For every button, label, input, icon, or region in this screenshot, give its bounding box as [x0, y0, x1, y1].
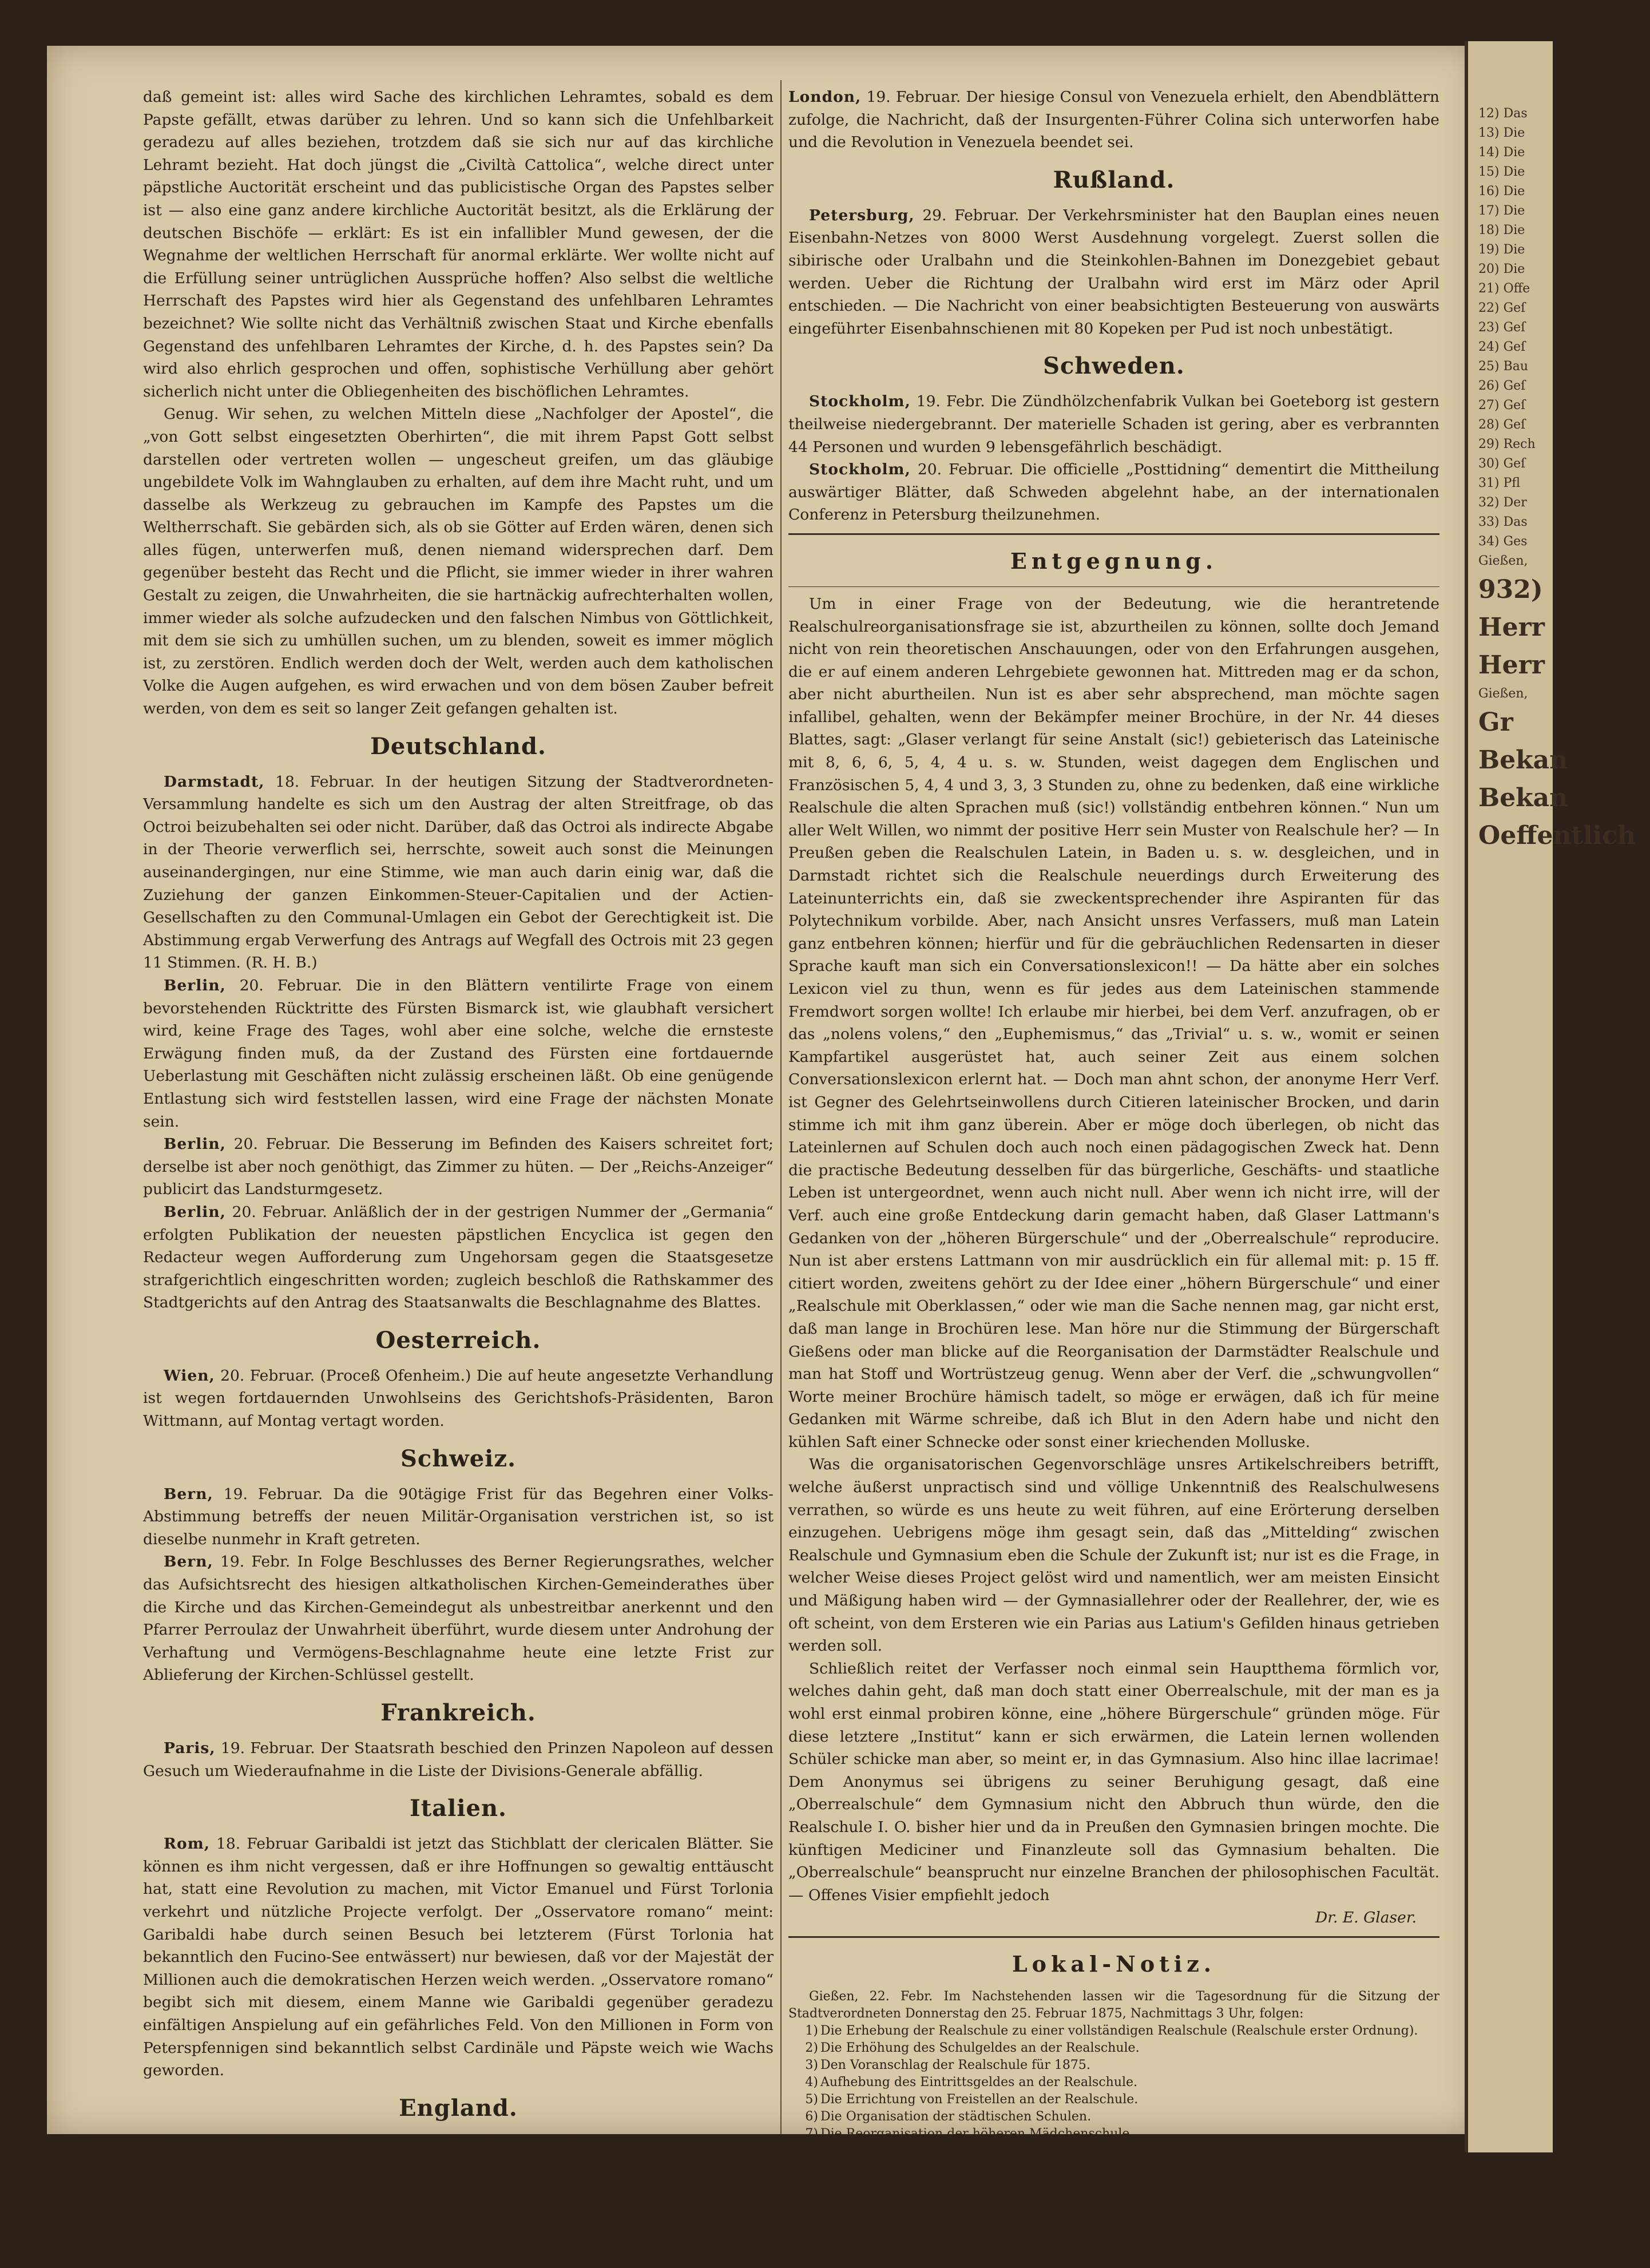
adjacent-page-text — [1478, 104, 1650, 855]
agenda-number: 9) — [805, 2160, 818, 2175]
sliver-fragment: 13) Die — [1478, 126, 1525, 140]
entgegnung-paragraph: Was die organisatorischen Gegenvorschläge unsres Artikelschreibers betrifft, welche äußerst unpractisch sind und völlige Unkenntniß des Realschulwesens verrathen, so würde es uns heute zu weit führen, auf eine Erörterung derselben einzugehen. Uebrigens möge ihm gesagt sein, daß das „Mittelding“ zwischen Realschule und Gymnasium eben die Schule der Zukunft ist; nur ist es die Frage, in welcher Weise dieses Project gelöst wird und namentlich, wer am meisten Einsicht und Mäßigung haben wird — der Gymnasiallehrer oder der Reallehrer, der, wie es oft scheint, von dem Ersteren wie ein Parias aus Latium's Gefilden hinaus getrieben werden soll. — [788, 1456, 1439, 1655]
sliver-fragment: 15) Die — [1478, 165, 1525, 179]
news-text: 20. Februar. Die officielle „Posttidning“ dementirt die Mittheilung auswärtiger Blätter, daß Schweden abgelehnt habe, an der internationalen Conferenz in Petersburg theilzunehmen. — [788, 461, 1439, 524]
news-text: 18. Februar. In der heutigen Sitzung der Stadtverordneten-Versammlung handelte es sich um den Austrag der alten Streitfrage, ob das Octroi beizubehalten sei oder nicht. Darüber, daß das Octroi als indirecte Abgabe in der Theorie verwerflich sei, herrschte, soweit auch sonst die Meinungen auseinandergingen, nur eine Stimme, wie man auch darin einig war, daß die Zuziehung der ganzen Einkommen-Steuer-Capitalien und der Actien-Gesellschaften zu den Communal-Umlagen ein Gebot der Gerechtigkeit ist. Die Abstimmung ergab Verwerfung des Antrags auf Wegfall des Octrois mit 23 gegen 11 Stimmen. (R. H. B.) — [143, 772, 774, 972]
section-heading: Schweiz. — [400, 1445, 517, 1472]
agenda-text: Die Errichtung von Freistellen an der Realschule. — [820, 2092, 1139, 2107]
agenda-item — [788, 2126, 1439, 2143]
sliver-fragment: 18) Die — [1478, 223, 1525, 237]
news-text: 19. Febr. In Folge Beschlusses des Berner Regierungsrathes, welcher das Aufsichtsrecht des hiesigen altkatholischen Kirchen-Gemeinderathes über die Kirche und das Kirchen-Gemeindegut als unbestreitbar anerkennt und den Pfarrer Perroulaz der Unwahrheit überführt, wurde diesem unter Androhung der Verhaftung und Vermögens-Beschlagnahme heute eine letzte Frist zur Ablieferung der Kirchen-Schlüssel gestellt. — [143, 1553, 774, 1684]
dateline: Paris, — [164, 1739, 216, 1757]
sliver-fragment: 25) Bau — [1478, 359, 1529, 374]
agenda-number: 10) — [797, 2178, 818, 2192]
agenda-item — [788, 2040, 1439, 2057]
agenda-number: 4) — [805, 2075, 818, 2089]
section-heading: Schweden. — [1043, 352, 1185, 380]
news-item — [143, 1201, 774, 1314]
sliver-fragment: Bekan — [1478, 783, 1568, 812]
dateline: London, — [788, 88, 862, 106]
dateline: London, — [164, 2134, 237, 2152]
sliver-fragment: 33) Das — [1478, 515, 1528, 529]
sliver-fragment: 31) Pfl — [1478, 476, 1521, 490]
sliver-fragment: 17) Die — [1478, 204, 1525, 218]
sliver-fragment: 932) — [1478, 575, 1543, 604]
column-divider — [780, 80, 782, 2134]
agenda-text: Die Umrechnung des Octroitarifs. — [820, 2195, 1038, 2210]
sliver-fragment: 14) Die — [1478, 145, 1525, 160]
dateline: Berlin, — [164, 976, 226, 994]
news-item — [143, 1483, 774, 1551]
entgegnung-paragraph: Um in einer Frage von der Bedeutung, wie die herantretende Realschulreorganisationsfrage sie ist, abzurtheilen zu können, sollte doch Jemand nicht von rein theoretischen Anschauungen, oder von den Erfahrungen ausgehen, die er auf einem anderen Lehrgebiete gewonnen hat. Mittreden mag er da schon, aber nicht aburtheilen. Nun ist es aber sehr absprechend, man möchte sagen infallibel, gehalten, wenn der Bekämpfer meiner Brochüre, in der Nr. 44 dieses Blattes, sagt: „Glaser verlangt für seine Anstalt (sic!) gebieterisch das Lateinische mit 8, 6, 6, 5, 4, 4 u. s. w. Stunden, weist dagegen dem Englischen und Französischen 5, 4, 4 und 3, 3, 3 Stunden zu, ohne zu bedenken, daß eine wirkliche Realschule die alten Sprachen muß (sic!) vollständig entbehren können.“ Nun um aller Welt Willen, wo nimmt der positive Herr sein Muster von Realschule her? — In Preußen geben die Realschulen Latein, in Baden u. s. w. desgleichen, und in Darmstadt richtet sich die Realschule neuerdings durch Erweiterung des Lateinunterrichts ein, daß sie zweckentsprechender ihre Aspiranten für das Polytechnikum vorbilde. Aber, nach Ansicht unsres Verfassers, muß man Latein ganz entbehren können; hierfür und für die gebräuchlichen Redensarten in dieser Sprache kauft man sich ein Conversationslexicon!! — Da hätte aber ein solches Lexicon viel zu thun, wenn es für jedes aus dem Lateinischen stammende Fremdwort sorgen wollte! Ich erlaube mir hierbei, bei dem Verf. anzufragen, ob er das „nolens volens,“ den „Euphemismus,“ das „Trivial“ u. s. w., womit er seinen Kampfartikel ausgerüstet hat, auch seiner Zeit aus einem solchen Conversationslexicon erlernt hat. — Doch man ahnt schon, der anonyme Herr Verf. ist Gegner des Gelehrtseinwollens durch Citieren lateinischer Brocken, und darin stimme ich mit ihm ganz überein. Aber er möge doch überlegen, ob nicht das Lateinlernen auf Schulen doch auch noch einen pädagogischen Zweck hat. Denn die practische Bedeutung desselben für das bürgerliche, Geschäfts- und staatliche Leben ist untergeordnet, wenn auch nicht null. Aber wenn ich nicht irre, will der Verf. auch eine große Entdeckung darin gemacht haben, daß Glaser Lattmann's Gedanken von der „höheren Bürgerschule“ und der „Oberrealschule“ reproducire. Nun ist aber erstens Lattmann von mir ausdrücklich ein für allemal mit: p. 15 ff. citiert worden, zweitens gehört zu der Idee einer „höhern Bürgerschule“ und einer „Realschule mit Oberklassen,“ oder wie man die Sache nennen mag, gar nicht erst, daß man lange in Brochüren lese. Man höre nur die Stimmung der Bürgerschaft Gießens oder man blicke auf die Reorganisation der Darmstädter Realschule und man hat Stoff und Wortrüstzeug genug. Wenn aber der Verf. die „schwungvollen“ Worte meiner Brochüre hämisch tadelt, so möge er erwägen, daß ich für meine Gedanken mit Wärme schreibe, daß ich Blut in den Adern habe und nicht den kühlen Saft einer Schnecke oder sonst einer kriechenden Molluske. — [788, 594, 1439, 1451]
entgegnung-heading: Entgegnung. — [1010, 548, 1218, 574]
sliver-fragment: Gr — [1478, 708, 1513, 737]
dateline: Berlin, — [164, 1135, 226, 1153]
dateline: Bern, — [164, 1485, 213, 1503]
agenda-number: 2) — [805, 2040, 818, 2055]
sliver-fragment: 28) Geſ — [1478, 418, 1526, 432]
left-news-sections — [143, 728, 774, 2268]
agenda-item — [788, 2074, 1439, 2091]
dateline: Stockholm, — [809, 392, 911, 411]
sliver-fragment: 23) Geſ — [1478, 320, 1526, 335]
news-item — [143, 1833, 774, 2082]
agenda-number: 8) — [805, 2143, 818, 2158]
news-item — [788, 390, 1439, 458]
news-text: 20. Februar. Der englisch-schweizerische Auslieferungs-Vertrag ist heute amtlich bekannt gemacht. Derselbe tritt am 1. März in Kraft. — In Stroud ist der Candidat der Liberalen, Marling, zum Parlamentsmitglied gewählt worden. — Nachrichten aus Aden zufolge ist der ägyptische Unterhändler zur Regelung der Differenzen mit Berbera zurückgekehrt. In Berbera wird der Handel wieder eröffnet. — [143, 2134, 774, 2266]
news-text: 20. Februar. Die Besserung im Befinden des Kaisers schreitet fort; derselbe ist aber noch genöthigt, das Zimmer zu hüten. — Der „Reichs-Anzeiger“ publicirt das Landsturmgesetz. — [143, 1135, 774, 1199]
sliver-fragment: Herr — [1478, 651, 1545, 680]
agenda-number: 1) — [805, 2023, 818, 2038]
lokal-intro: Gießen, 22. Febr. Im Nachstehenden lassen wir die Tagesordnung für die Sitzung der Stadtverordneten Donnerstag den 25. Februar 1875, Nachmittags 3 Uhr, folgen: — [788, 1989, 1439, 2021]
adjacent-page-sliver — [1465, 41, 1636, 2152]
agenda-text: Die Erhebung der Realschule zu einer vollständigen Realschule (Realschule erster Ordnung). — [820, 2023, 1418, 2038]
section-rule — [788, 1936, 1439, 1938]
news-text: 29. Februar. Der Verkehrsminister hat den Bauplan eines neuen Eisenbahn-Netzes von 8000 Werst Ausdehnung vorgelegt. Zuerst sollen die sibirische oder Uralbahn und die Steinkohlen-Bahnen im Donezgebiet gebaut werden. Ueber die Richtung der Uralbahn wird erst im März oder April entschieden. — Die Nachricht von einer beabsichtigten Besteuerung von auswärts eingeführter Eisenbahnschienen mit 80 Kopeken per Pud ist noch unbestätigt. — [788, 206, 1439, 338]
agenda-text: Aufhebung des Eintrittsgeldes an der Realschule. — [820, 2075, 1138, 2089]
agenda-item — [788, 2160, 1439, 2177]
news-text: 19. Februar. Der hiesige Consul von Venezuela erhielt, den Abendblättern zufolge, die Nachricht, daß der Insurgenten-Führer Colina sich unterworfen habe und die Revolution in Venezuela beendet sei. — [788, 88, 1439, 152]
news-item — [788, 204, 1439, 340]
agenda-item — [788, 2023, 1439, 2040]
news-text: 19. Febr. Die Zündhölzchenfabrik Vulkan bei Goeteborg ist gestern theilweise niedergebrannt. Der materielle Schaden ist gering, aber es verbrannten 44 Personen und wurden 9 lebensgefährlich beschädigt. — [788, 392, 1439, 456]
sliver-fragment: 16) Die — [1478, 184, 1525, 199]
sliver-fragment: 19) Die — [1478, 243, 1525, 257]
sliver-fragment: Bekan — [1478, 746, 1568, 775]
agenda-item — [788, 2194, 1439, 2211]
dateline: Petersburg, — [809, 206, 915, 224]
agenda-item — [788, 2177, 1439, 2194]
right-news-sections — [788, 162, 1439, 526]
dateline: Berlin, — [164, 1203, 226, 1221]
sliver-fragment: 27) Geſ — [1478, 398, 1526, 413]
sliver-fragment: 26) Geſ — [1478, 379, 1526, 393]
agenda-text: Die Errichtung einer katholischen Schule zu Gießen, hier die Regulirung des Lehrergehalts. — [820, 2178, 1410, 2192]
sliver-fragment: 12) Das — [1478, 106, 1528, 121]
left-column — [143, 86, 774, 2268]
dateline: Bern, — [164, 1553, 213, 1571]
section-rule — [788, 533, 1439, 535]
dateline: Stockholm, — [809, 461, 911, 479]
dateline: Darmstadt, — [164, 772, 265, 791]
news-text: 20. Februar. Die in den Blättern ventilirte Frage von einem bevorstehenden Rücktritte des Fürsten Bismarck ist, wie glaubhaft versichert wird, keine Frage des Tages, wohl aber eine solche, welche die ernsteste Erwägung finden muß, da der Zustand des Fürsten eine fortdauernde Ueberlastung mit Geschäften nicht zulässig erscheinen läßt. Ob eine genügende Entlastung sich wird feststellen lassen, wird eine Frage der nächsten Monate sein. — [143, 976, 774, 1131]
news-item — [143, 1737, 774, 1782]
article-paragraph: Genug. Wir sehen, zu welchen Mitteln diese „Nachfolger der Apostel“, die „von Gott selbst eingesetzten Oberhirten“, die mit ihrem Papst Gott selbst darstellen oder vertreten wollen — ungescheut greifen, um das gläubige ungebildete Volk im Wahnglauben zu erhalten, auf dem ihre Macht ruht, und um dasselbe als Werkzeug zu gebrauchen im Kampfe des Papstes um die Weltherrschaft. Sie gebärden sich, als ob sie Götter auf Erden wären, denen sich alles fügen, unterwerfen muß, denen niemand widersprechen darf. Dem gegenüber besteht das Recht und die Pflicht, sie immer wieder in ihrer wahren Gestalt zu zeigen, die Unwahrheiten, die sie hartnäckig aufrechterhalten wollen, immer wieder als solche aufzudecken und den falschen Nimbus von Göttlichkeit, mit dem sie sich zu umhüllen suchen, um zu blenden, soweit es immer möglich ist, zu zerstören. Endlich werden doch der Welt, werden auch dem katholischen Volke die Augen aufgehen, es wird erwachen und von dem bösen Zauber befreit werden, von dem es seit so langer Zeit gefangen gehalten ist. — [143, 405, 774, 718]
agenda-text: Die Organisation der städtischen Schulen. — [820, 2109, 1092, 2124]
news-item — [143, 771, 774, 974]
sliver-fragment: 32) Der — [1478, 495, 1527, 510]
sliver-fragment: 34) Ges — [1478, 534, 1528, 549]
agenda-number: 7) — [805, 2126, 818, 2141]
sliver-fragment: Gießen, — [1478, 554, 1528, 568]
agenda-item — [788, 2108, 1439, 2126]
lokal-notiz — [788, 1988, 1439, 2211]
agenda-text: Die Erhöhung des Schulgeldes an der Realschule. — [820, 2040, 1140, 2055]
lokal-notiz-heading: Lokal-Notiz. — [1012, 1950, 1216, 1977]
sliver-fragment: Oeffentlich — [1478, 821, 1636, 850]
section-heading: Oesterreich. — [375, 1326, 541, 1354]
news-text: 19. Februar. Der Staatsrath beschied den Prinzen Napoleon auf dessen Gesuch um Wiederaufnahme in die Liste der Divisions-Generale abfällig. — [143, 1739, 774, 1780]
section-rule — [788, 586, 1439, 587]
agenda-text: Den Voranschlag der Realschule für 1875. — [820, 2057, 1090, 2072]
section-heading: Deutschland. — [370, 732, 546, 760]
sliver-fragment: 29) Rech — [1478, 437, 1536, 451]
news-item — [143, 974, 774, 1133]
agenda-list — [788, 2023, 1439, 2211]
news-text: 19. Februar. Da die 90tägige Frist für das Begehren einer Volks-Abstimmung betreffs der neuen Militär-Organisation verstrichen ist, so ist dieselbe nunmehr in Kraft getreten. — [143, 1485, 774, 1548]
news-item — [143, 1133, 774, 1201]
news-text: 18. Februar Garibaldi ist jetzt das Stichblatt der clericalen Blätter. Sie können es ihm nicht vergessen, daß er ihre Hoffnungen so gewaltig enttäuscht hat, statt eine Revolution zu machen, mit Victor Emanuel und Fürst Torlonia verkehrt und nützliche Projecte verfolgt. Der „Osservatore romano“ meint: Garibaldi habe durch seinen Besuch bei letzterem (Fürst Torlonia hat bekanntlich den Fucino-See entwässert) nur bewiesen, daß vor der Majestät der Millionen auch die demokratischen Herzen weich werden. „Osservatore romano“ begibt sich mit diesem, einem Manne wie Garibaldi gegenüber geradezu einfältigen Anspielung auf ein gefährliches Feld. Von den Millionen in Form von Peterspfennigen sind bekanntlich selbst Cardinäle und Päpste weich wie Wachs geworden. — [143, 1835, 774, 2080]
sliver-fragment: 30) Geſ — [1478, 457, 1526, 471]
agenda-number: 3) — [805, 2057, 818, 2072]
section-heading: Italien. — [410, 1795, 507, 1822]
article-paragraph: daß gemeint ist: alles wird Sache des kirchlichen Lehramtes, sobald es dem Papste gefällt, etwas darüber zu lehren. Und so kann sich die Unfehlbarkeit geradezu auf alles beziehen, trotzdem daß sie sich nur auf das kirchliche Lehramt bezieht. Hat doch jüngst die „Civiltà Cattolica“, welche direct unter päpstliche Auctorität erscheint und das publicistische Organ des Papstes selber ist — also eine ganz andere kirchliche Auctorität besitzt, als die Erklärung der deutschen Bischöfe — erklärt: Es ist ein infallibler Mund gewesen, der die Wegnahme der weltlichen Herrschaft für anormal erklärte. Wer wollte nicht auf die Erfüllung seiner untrüglichen Aussprüche hoffen? Also selbst die weltliche Herrschaft des Papstes wird hier als Gegenstand des unfehlbaren Lehramtes bezeichnet? Wie sollte nicht das Verhältniß zwischen Staat und Kirche ebenfalls Gegenstand des unfehlbaren Lehramtes der Kirche, d. h. des Papstes sein? Da wird also ehrlich gesprochen und offen, sophistische Verhüllung aber gehört sicherlich nicht unter die Obliegenheiten des bischöflichen Lehramtes. — [143, 88, 774, 401]
entgegnung-paragraph: Schließlich reitet der Verfasser noch einmal sein Hauptthema förmlich vor, welches dahin geht, daß man doch statt einer Oberrealschule, mit der man es ja wohl erst einmal probiren könne, eine „höhere Bürgerschule“ gründen möge. Für diese letztere „Institut“ kann er sich erwärmen, die Latein lernen wollenden Schüler schicke man aber, so meint er, in das Gymnasium. Also hinc illae lacrimae! Dem Anonymus sei übrigens zu seiner Beruhigung gesagt, daß eine „Oberrealschule“ dem Gymnasium nicht den Abbruch thun würde, den die Realschule I. O. bisher hier und da in Preußen den Gymnasien bringen mochte. Die künftigen Mediciner und Finanzleute soll das Gymnasium behalten. Die „Oberrealschule“ beansprucht nur einzelne Branchen der philosophischen Facultät. — Offenes Visier empfiehlt jedoch — [788, 1659, 1439, 1904]
sliver-fragment: Herr — [1478, 613, 1545, 642]
news-item — [788, 458, 1439, 526]
agenda-text: Gesuch der Lehrerin Georgi II. um definitive Anstellung. — [820, 2160, 1183, 2175]
section-heading: Frankreich. — [380, 1699, 536, 1726]
agenda-text: Die Reorganisation der höheren Mädchenschule. — [820, 2126, 1134, 2141]
sliver-fragment: 24) Geſ — [1478, 340, 1526, 354]
agenda-item — [788, 2057, 1439, 2074]
agenda-item — [788, 2143, 1439, 2160]
sliver-fragment: Gießen, — [1478, 687, 1528, 701]
signature: Dr. E. Glaser. — [1315, 1909, 1417, 1927]
dateline: Wien, — [164, 1366, 215, 1385]
sliver-fragment: 22) Geſ — [1478, 301, 1526, 315]
agenda-text: Die Erbauung eines Schulhauses für die höhere Mädchenschule. — [820, 2143, 1234, 2158]
news-item — [143, 2132, 774, 2268]
sliver-fragment: 20) Die — [1478, 262, 1525, 276]
section-heading: Rußland. — [1053, 166, 1175, 193]
agenda-number: 5) — [805, 2092, 818, 2107]
section-heading: England. — [399, 2094, 518, 2122]
right-column — [788, 86, 1439, 2211]
agenda-item — [788, 2091, 1439, 2108]
dateline: Rom, — [164, 1835, 210, 1853]
news-text: 20. Februar. Anläßlich der in der gestrigen Nummer der „Germania“ erfolgten Publikation der neuesten päpstlichen Encyclica ist gegen den Redacteur wegen Aufforderung zum Ungehorsam gegen die Staatsgesetze strafgerichtlich eingeschritten worden; zugleich beschloß die Rathskammer des Stadtgerichts auf den Antrag des Staatsanwalts die Beschlagnahme des Blattes. — [143, 1203, 774, 1312]
news-text: 20. Februar. (Proceß Ofenheim.) Die auf heute angesetzte Verhandlung ist wegen fortdauernden Unwohlseins des Gerichtshofs-Präsidenten, Baron Wittmann, auf Montag vertagt worden. — [143, 1366, 774, 1430]
news-item — [143, 1365, 774, 1433]
sliver-fragment: 21) Offe — [1478, 281, 1530, 296]
agenda-number: 6) — [805, 2109, 818, 2124]
news-item — [143, 1551, 774, 1687]
news-item — [788, 86, 1439, 154]
agenda-number: 11) — [797, 2195, 818, 2210]
